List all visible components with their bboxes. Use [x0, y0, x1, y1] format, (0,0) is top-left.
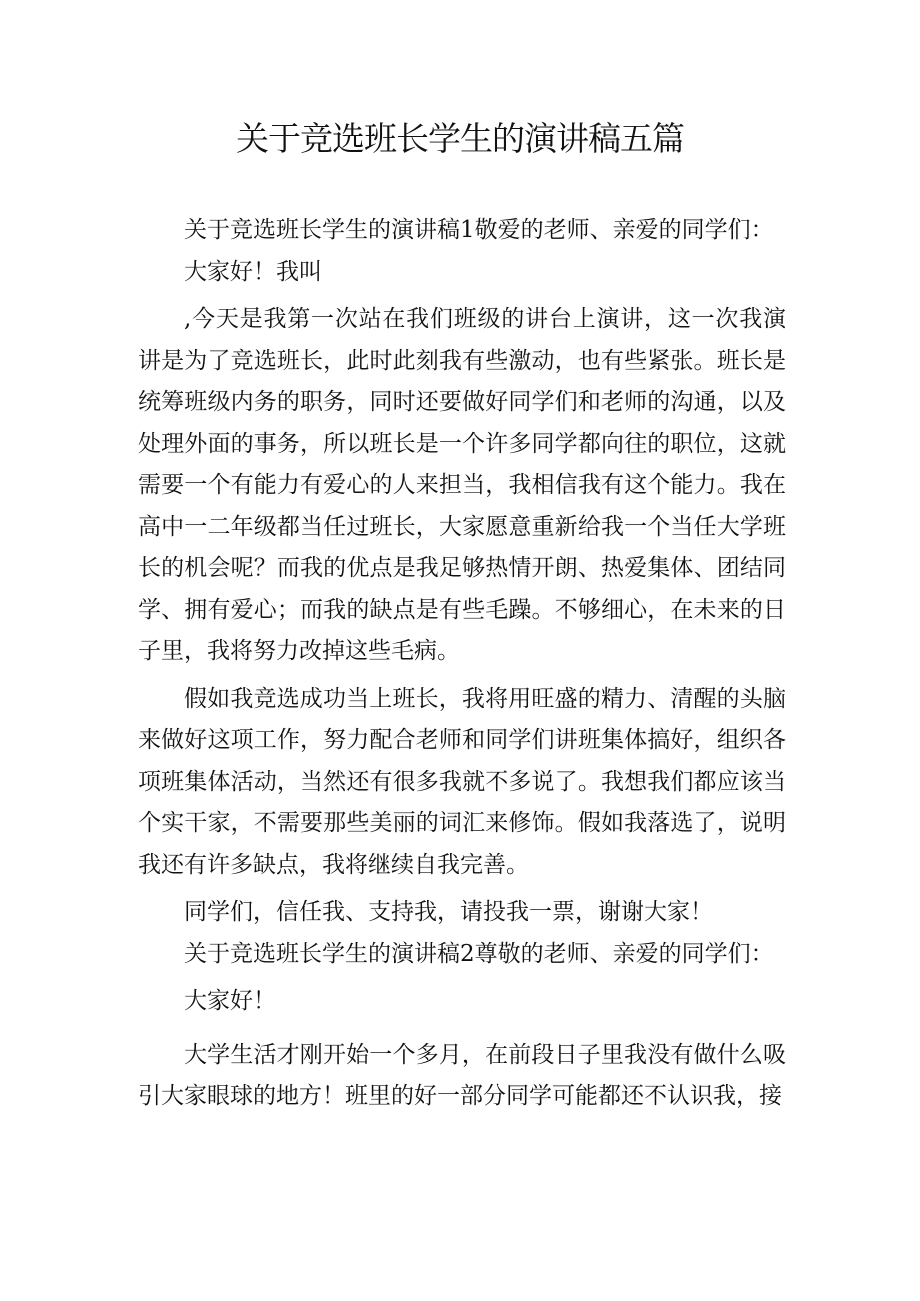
document-title: 关于竞选班长学生的演讲稿五篇	[236, 119, 684, 158]
speech-2-greeting: 大家好！	[184, 988, 276, 1014]
speech-2-heading: 关于竞选班长学生的演讲稿2尊敬的老师、亲爱的同学们：	[184, 940, 774, 967]
document-body	[138, 210, 786, 1118]
speech-1-greeting: 大家好！我叫	[184, 258, 322, 285]
speech-1-closing: 同学们，信任我、支持我，请投我一票，谢谢大家！	[184, 899, 713, 925]
speech-1-heading: 关于竞选班长学生的演讲稿1敬爱的老师、亲爱的同学们：	[184, 217, 774, 243]
speech-1-paragraph-intro: ,今天是我第一次站在我们班级的讲台上演讲，这一次我演讲是为了竞选班长，此时此刻我有些激动，也有些紧张。班长是统筹班级内务的职务，同时还要做好同学们和老师的沟通，以及处理外面的事务，所以班长是一个许多同学都向往的职位，这就需要一个有能力有爱心的人来担当，我相信我有这个能力。我在高中一二年级都当任过班长，大家愿意重新给我一个当任大学班长的机会呢？而我的优点是我足够热情开朗、热爱集体、团结同学、拥有爱心；而我的缺点是有些毛躁。不够细心，在未来的日子里，我将努力改掉这些毛病。	[138, 306, 786, 664]
speech-2-paragraph-intro: 大学生活才刚开始一个多月，在前段日子里我没有做什么吸引大家眼球的地方！班里的好一部分同学可能都还不认识我，接	[138, 1041, 786, 1109]
speech-1-paragraph-plan: 假如我竞选成功当上班长，我将用旺盛的精力、清醒的头脑来做好这项工作，努力配合老师和同学们讲班集体搞好，组织各项班集体活动，当然还有很多我就不多说了。我想我们都应该当个实干家，不需要那些美丽的词汇来修饰。假如我落选了，说明我还有许多缺点，我将继续自我完善。	[138, 685, 786, 878]
